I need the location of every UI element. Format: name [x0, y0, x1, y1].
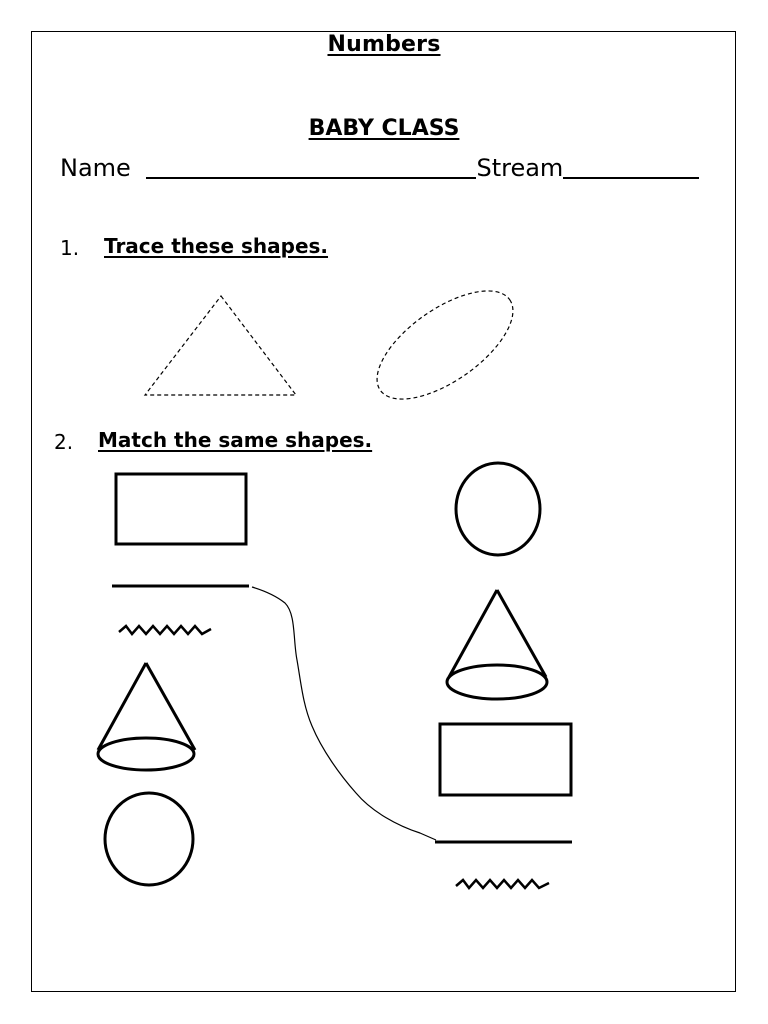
- question-2-instruction: Match the same shapes.: [98, 428, 373, 452]
- name-label: Name: [60, 154, 131, 182]
- worksheet-title: Numbers: [327, 32, 441, 57]
- dotted-ellipse[interactable]: [360, 270, 531, 420]
- left-zigzag-line[interactable]: [119, 626, 211, 634]
- right-circle[interactable]: [456, 463, 540, 555]
- dotted-triangle[interactable]: [145, 296, 296, 395]
- right-cone[interactable]: [447, 590, 547, 699]
- question-1-instruction: Trace these shapes.: [104, 234, 329, 258]
- right-rectangle[interactable]: [440, 724, 571, 795]
- right-zigzag-line[interactable]: [456, 880, 549, 888]
- class-label: BABY CLASS: [308, 116, 460, 141]
- question-1-number: 1.: [60, 236, 80, 260]
- left-rectangle[interactable]: [116, 474, 246, 544]
- matching-line: [252, 587, 436, 840]
- stream-label: Stream: [476, 154, 564, 182]
- question-2-number: 2.: [54, 430, 74, 454]
- left-cone[interactable]: [98, 663, 195, 770]
- left-circle[interactable]: [105, 793, 193, 885]
